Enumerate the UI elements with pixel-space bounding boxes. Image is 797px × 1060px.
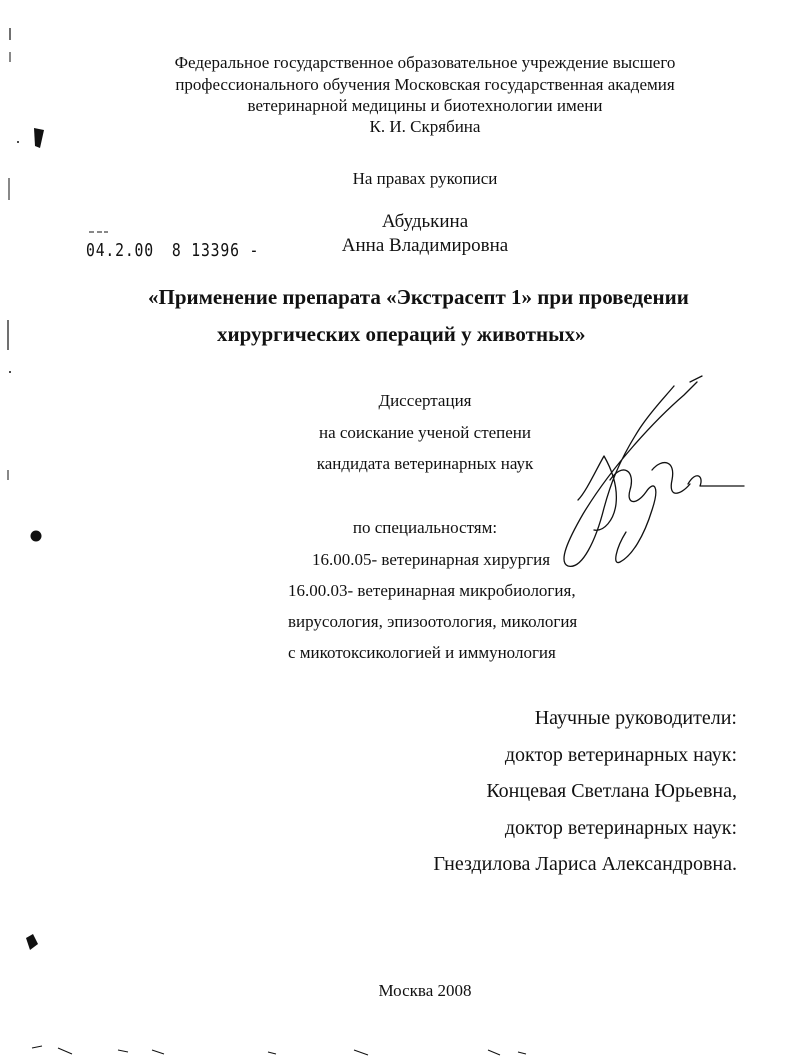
specialty-2-line-2: вирусология, эпизоотология, микология	[288, 612, 578, 631]
institution-line-1: Федеральное государственное образовательное учреждение высшего	[174, 53, 676, 72]
supervisor-1-name: Концевая Светлана Юрьевна,	[486, 780, 737, 802]
author-surname: Абудькина	[381, 211, 469, 232]
dissertation-title-line-1: «Применение препарата «Экстрасепт 1» при проведении	[148, 285, 689, 309]
dissertation-title-line-2: хирургических операций у животных»	[217, 322, 586, 346]
stamp-code-prefix: 04.2.00	[86, 240, 154, 261]
bottom-edge-specks	[32, 1046, 526, 1055]
supervisor-2-degree: доктор ветеринарных наук:	[504, 817, 737, 839]
scan-specks	[8, 28, 44, 950]
specialty-1: 16.00.05- ветеринарная хирургия	[312, 550, 551, 569]
institution-line-3: ветеринарной медицины и биотехнологии имени	[247, 96, 603, 115]
degree-line-1: на соискание ученой степени	[318, 423, 532, 442]
degree-line-2: кандидата ветеринарных наук	[316, 454, 534, 473]
specialty-2-line-1: 16.00.03- ветеринарная микробиология,	[288, 581, 576, 600]
institution-line-4: К. И. Скрябина	[369, 117, 481, 136]
supervisors-heading: Научные руководители:	[534, 707, 737, 729]
specialty-2-line-3: с микотоксикологией и иммунология	[288, 643, 556, 662]
specialties-heading: по специальностям:	[352, 518, 498, 537]
supervisor-1-degree: доктор ветеринарных наук:	[504, 744, 737, 766]
city-year: Москва 2008	[378, 981, 472, 1000]
stamp-code-number: 8 13396 -	[171, 240, 260, 261]
supervisor-2-name: Гнездилова Лариса Александровна.	[433, 853, 737, 875]
manuscript-note: На правах рукописи	[352, 169, 498, 188]
dissertation-type: Диссертация	[378, 391, 472, 410]
institution-line-2: профессионального обучения Московская государственная академия	[175, 75, 675, 94]
signature	[564, 376, 744, 566]
author-given-names: Анна Владимировна	[341, 235, 509, 256]
